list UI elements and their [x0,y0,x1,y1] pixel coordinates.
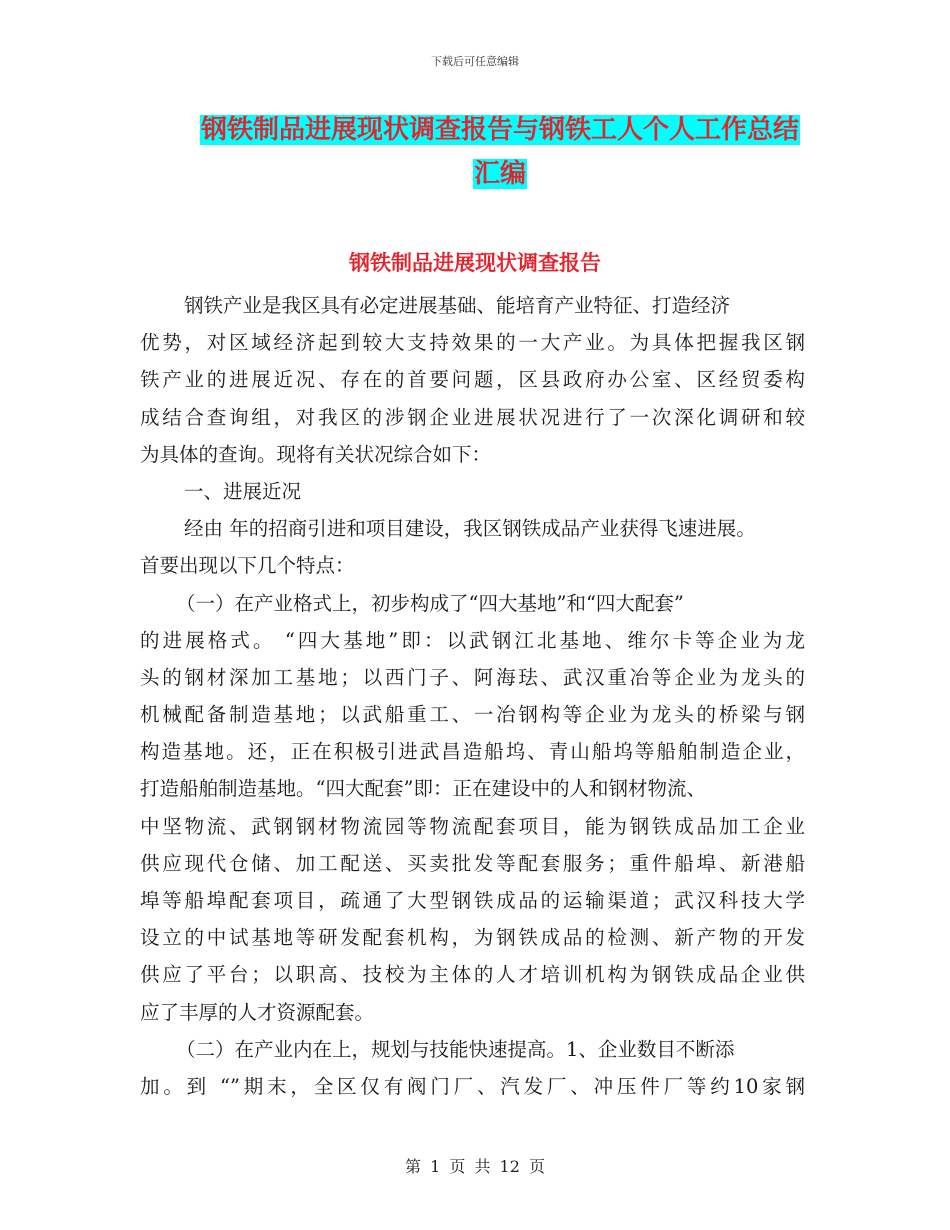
body-line: 加。到 “”期末，全区仅有阀门厂、汽发厂、冲压件厂等约10家钢 [140,1074,805,1098]
document-title [140,108,860,196]
body-line: 为具体的查询。现将有关状况综合如下： [140,442,492,466]
document-title-line-1: 钢铁制品进展现状调查报告与钢铁工人个人工作总结 [200,115,799,145]
body-line: 供应了平台；以职高、技校为主体的人才培训机构为钢铁成品企业供 [140,963,805,987]
body-line: 供应现代仓储、加工配送、买卖批发等配套服务；重件船埠、新港船 [140,851,805,875]
body-line: 一、进展近况 [184,479,302,503]
body-line: 成结合查询组，对我区的涉钢企业进展状况进行了一次深化调研和较 [140,405,805,429]
body-line: 打造船舶制造基地。“四大配套”即：正在建设中的人和钢材物流、 [140,777,706,801]
body-line: 经由 年的招商引进和项目建设，我区钢铁成品产业获得飞速进展。 [184,517,756,541]
section-title: 钢铁制品进展现状调查报告 [349,250,601,275]
body-line: （二）在产业内在上，规划与技能快速提高。1、企业数目不断添 [176,1037,735,1061]
body-line: 设立的中试基地等研发配套机构，为钢铁成品的检测、新产物的开发 [140,926,805,950]
body-line: 首要出现以下几个特点： [140,554,355,578]
body-line: 头的钢材深加工基地；以西门子、阿海珐、武汉重冶等企业为龙头的 [140,665,805,689]
body-line: （一）在产业格式上，初步构成了“四大基地”和“四大配套” [176,591,684,615]
body-line: 构造基地。还，正在积极引进武昌造船坞、青山船坞等船舶制造企业， [140,740,805,764]
body-line: 应了丰厚的人才资源配套。 [140,1000,375,1024]
header-note: 下载后可任意编辑 [431,55,519,68]
body-line: 埠等船埠配套项目，疏通了大型钢铁成品的运输渠道；武汉科技大学 [140,889,805,912]
body-line: 的进展格式。 “四大基地”即：以武钢江北基地、维尔卡等企业为龙 [140,628,805,652]
page-number-footer: 第 1 页 共 12 页 [405,1157,545,1176]
body-line: 机械配备制造基地；以武船重工、一冶钢构等企业为龙头的桥梁与钢 [140,703,805,727]
body-text [140,287,805,1105]
body-line: 铁产业的进展近况、存在的首要问题，区县政府办公室、区经贸委构 [140,368,805,392]
body-line: 钢铁产业是我区具有必定进展基础、能培育产业特征、打造经济 [184,294,731,317]
document-title-line-2: 汇编 [473,159,526,189]
body-line: 优势，对区域经济起到较大支持效果的一大产业。为具体把握我区钢 [140,331,805,355]
body-line: 中坚物流、武钢钢材物流园等物流配套项目，能为钢铁成品加工企业 [140,814,805,838]
